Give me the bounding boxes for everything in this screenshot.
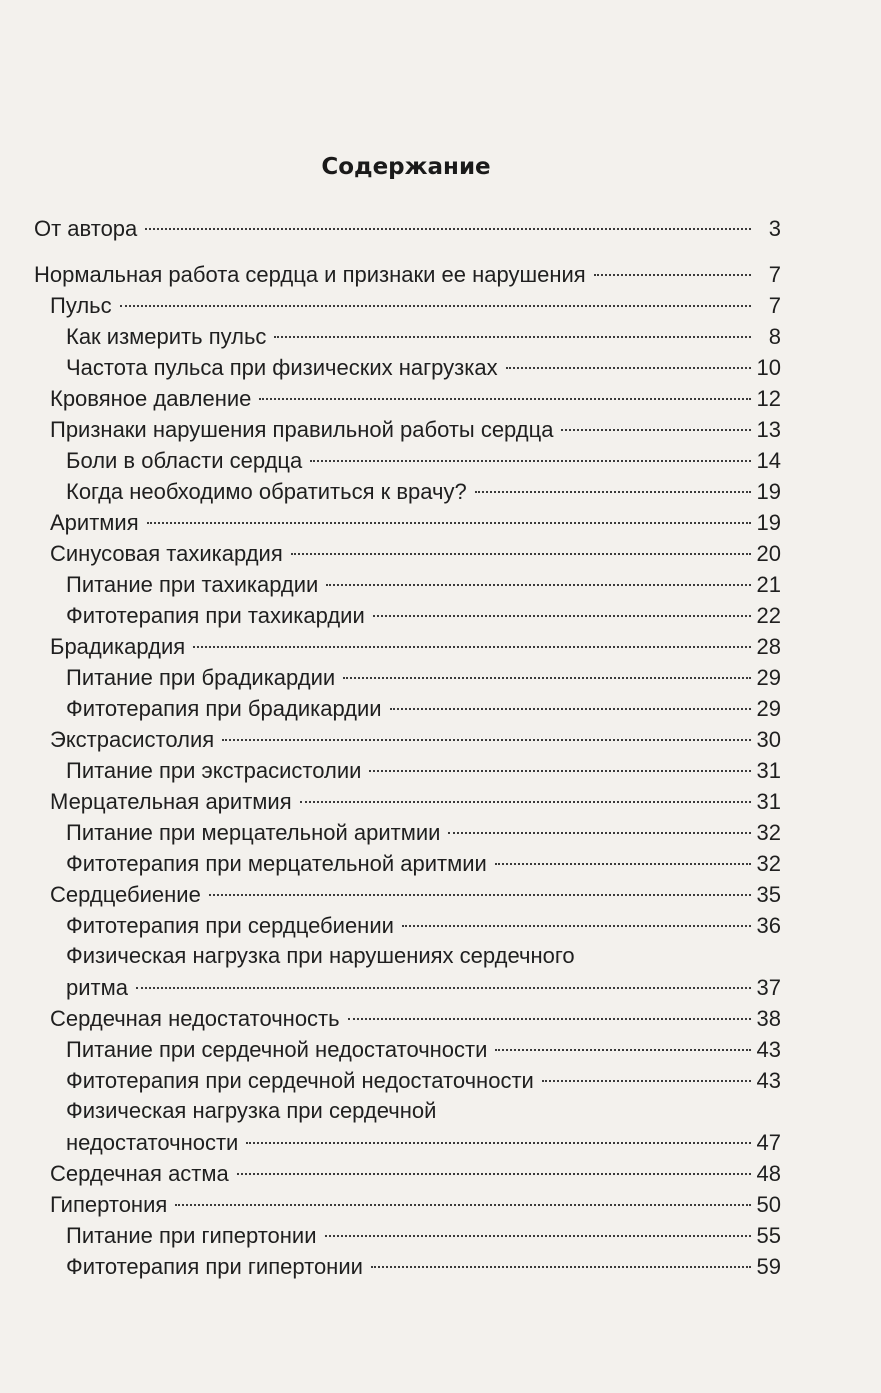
toc-entry-label: Питание при брадикардии bbox=[66, 665, 336, 690]
dot-leader bbox=[147, 500, 751, 524]
dot-leader bbox=[237, 1151, 751, 1175]
toc-entry-label: Кровяное давление bbox=[50, 386, 252, 411]
dot-leader bbox=[369, 748, 750, 772]
dot-leader bbox=[300, 779, 751, 803]
toc-entry-label-continued: недостаточности bbox=[66, 1130, 239, 1155]
toc-entry-label: Фитотерапия при сердечной недостаточности bbox=[66, 1068, 534, 1093]
dot-leader bbox=[343, 655, 750, 679]
toc-entry-page: 3 bbox=[768, 216, 781, 241]
toc-entry-label: Физическая нагрузка при сердечной bbox=[66, 1098, 437, 1123]
dot-leader bbox=[136, 965, 751, 989]
dot-leader bbox=[274, 314, 751, 338]
toc-entry-label: Сердцебиение bbox=[50, 882, 201, 907]
dot-leader bbox=[145, 206, 751, 230]
dot-leader bbox=[390, 686, 751, 710]
toc-entry-page: 29 bbox=[756, 665, 781, 690]
toc-entry-page: 31 bbox=[756, 758, 781, 783]
toc-entry-label-continued: ритма bbox=[66, 975, 128, 1000]
toc-entry-page: 30 bbox=[756, 727, 781, 752]
toc-entry-label: Боли в области сердца bbox=[66, 448, 303, 473]
dot-leader bbox=[594, 252, 751, 276]
toc-entry-page: 29 bbox=[756, 696, 781, 721]
toc-entry-page: 19 bbox=[756, 479, 781, 504]
toc-entry-page: 8 bbox=[768, 324, 781, 349]
dot-leader bbox=[542, 1058, 751, 1082]
toc-entry-label: Питание при сердечной недостаточности bbox=[66, 1037, 488, 1062]
toc-entry-label: Питание при мерцательной аритмии bbox=[66, 820, 441, 845]
toc-entry-page: 21 bbox=[756, 572, 781, 597]
dot-leader bbox=[246, 1120, 750, 1144]
dot-leader bbox=[326, 562, 750, 586]
dot-leader bbox=[506, 345, 751, 369]
toc-entry-page: 59 bbox=[756, 1254, 781, 1279]
toc-entry bbox=[0, 1095, 881, 1157]
toc-entry-label: Сердечная недостаточность bbox=[50, 1006, 340, 1031]
dot-leader bbox=[222, 717, 750, 741]
toc-entry-page: 22 bbox=[756, 603, 781, 628]
toc-entry-label: Сердечная астма bbox=[50, 1161, 229, 1186]
toc-entry-label: Фитотерапия при сердцебиении bbox=[66, 913, 394, 938]
toc-entry-page: 38 bbox=[756, 1006, 781, 1031]
toc-entry-page: 32 bbox=[756, 820, 781, 845]
toc-entry-page: 43 bbox=[756, 1037, 781, 1062]
toc-entry-label: Пульс bbox=[50, 293, 112, 318]
toc-entry-label: От автора bbox=[34, 216, 138, 241]
toc-entry bbox=[0, 909, 881, 940]
toc-entry-page: 28 bbox=[756, 634, 781, 659]
toc-entry bbox=[0, 212, 881, 243]
toc-entry bbox=[0, 940, 881, 1002]
toc-entry-page: 13 bbox=[756, 417, 781, 442]
toc-entry-label: Питание при гипертонии bbox=[66, 1223, 317, 1248]
dot-leader bbox=[325, 1213, 751, 1237]
toc-entry-page: 35 bbox=[756, 882, 781, 907]
toc-entry-label: Фитотерапия при брадикардии bbox=[66, 696, 382, 721]
toc-entry-page: 14 bbox=[756, 448, 781, 473]
dot-leader bbox=[175, 1182, 750, 1206]
dot-leader bbox=[291, 531, 751, 555]
toc-entry-label: Как измерить пульс bbox=[66, 324, 267, 349]
page-title: Содержание bbox=[321, 154, 491, 180]
dot-leader bbox=[259, 376, 750, 400]
dot-leader bbox=[402, 903, 751, 927]
toc-entry-label: Фитотерапия при тахикардии bbox=[66, 603, 365, 628]
toc-entry-page: 32 bbox=[756, 851, 781, 876]
dot-leader bbox=[120, 283, 751, 307]
toc-entry bbox=[0, 1250, 881, 1281]
dot-leader bbox=[561, 407, 750, 431]
dot-leader bbox=[475, 469, 751, 493]
toc-entry-page: 7 bbox=[768, 293, 781, 318]
toc-entry-page: 31 bbox=[756, 789, 781, 814]
dot-leader bbox=[310, 438, 750, 462]
toc-entry-label: Питание при тахикардии bbox=[66, 572, 319, 597]
dot-leader bbox=[495, 841, 751, 865]
dot-leader bbox=[373, 593, 751, 617]
toc-entry-label: Мерцательная аритмия bbox=[50, 789, 292, 814]
toc-entry-label: Фитотерапия при мерцательной аритмии bbox=[66, 851, 487, 876]
toc-entry-label: Физическая нагрузка при нарушениях сердечного bbox=[66, 943, 575, 968]
toc-entry bbox=[0, 1064, 881, 1095]
toc-entry-label: Фитотерапия при гипертонии bbox=[66, 1254, 363, 1279]
toc-entry-page: 37 bbox=[756, 975, 781, 1000]
toc-entry-page: 43 bbox=[756, 1068, 781, 1093]
toc-entry-page: 20 bbox=[756, 541, 781, 566]
toc-entry-label: Гипертония bbox=[50, 1192, 168, 1217]
toc-entry-label: Нормальная работа сердца и признаки ее нарушения bbox=[34, 262, 586, 287]
toc-entry-page: 47 bbox=[756, 1130, 781, 1155]
toc-entry-label: Аритмия bbox=[50, 510, 139, 535]
dot-leader bbox=[495, 1027, 750, 1051]
toc-entry-label: Частота пульса при физических нагрузках bbox=[66, 355, 498, 380]
toc-entry-page: 12 bbox=[756, 386, 781, 411]
dot-leader bbox=[371, 1244, 751, 1268]
toc-entry-label: Брадикардия bbox=[50, 634, 186, 659]
toc-entry-label: Экстрасистолия bbox=[50, 727, 215, 752]
dot-leader bbox=[348, 996, 751, 1020]
toc-entry-page: 36 bbox=[756, 913, 781, 938]
toc-entry-page: 7 bbox=[768, 262, 781, 287]
dot-leader bbox=[448, 810, 750, 834]
toc-entry-label: Когда необходимо обратиться к врачу? bbox=[66, 479, 467, 504]
dot-leader bbox=[193, 624, 750, 648]
toc-entry-page: 55 bbox=[756, 1223, 781, 1248]
dot-leader bbox=[209, 872, 751, 896]
toc-entry-page: 50 bbox=[756, 1192, 781, 1217]
toc-entry-label: Питание при экстрасистолии bbox=[66, 758, 362, 783]
toc-entry-label: Синусовая тахикардия bbox=[50, 541, 283, 566]
toc-entry-label: Признаки нарушения правильной работы сердца bbox=[50, 417, 554, 442]
toc-entry-page: 48 bbox=[756, 1161, 781, 1186]
toc-entry-page: 19 bbox=[756, 510, 781, 535]
toc-entry-page: 10 bbox=[756, 355, 781, 380]
